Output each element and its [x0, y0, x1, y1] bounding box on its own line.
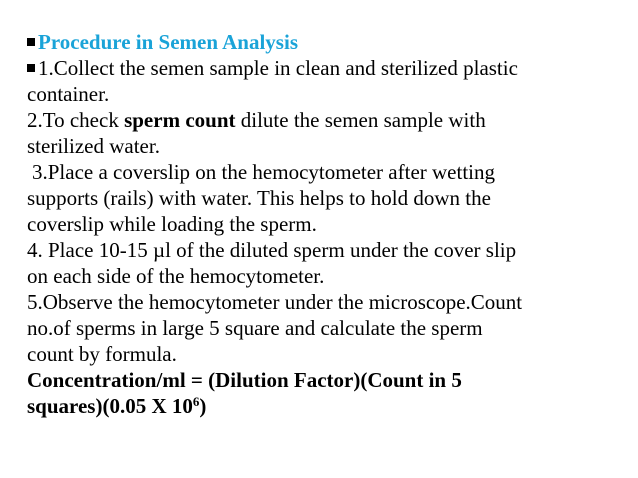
step-4-line-2: on each side of the hemocytometer.: [27, 264, 325, 288]
step-1-line-1: [27, 55, 627, 81]
step-1-line-2: container.: [27, 82, 110, 106]
step-3-line-3: coverslip while loading the sperm.: [27, 212, 317, 236]
sperm-count-emphasis: sperm count: [124, 108, 236, 132]
step-3-line-1: 3.Place a coverslip on the hemocytometer after wetting: [32, 160, 495, 184]
formula-line-1: Concentration/ml = (Dilution Factor)(Count in 5: [27, 368, 462, 392]
step-2-text-start: 2.To check: [27, 108, 125, 132]
square-bullet-icon: [27, 64, 35, 72]
step-3-line-2: supports (rails) with water. This helps to hold down the: [27, 186, 491, 210]
step-2-line-2: sterilized water.: [27, 134, 160, 158]
step-5-line-3: count by formula.: [27, 342, 177, 366]
formula-text-end: ): [199, 394, 207, 418]
step-2-text-end: dilute the semen sample with: [235, 108, 486, 132]
formula-text-start: squares)(0.05 X 10: [27, 394, 193, 418]
slide-content: [27, 29, 627, 419]
step-5-line-1: 5.Observe the hemocytometer under the microscope.Count: [27, 290, 523, 314]
formula-line-2: [27, 393, 627, 419]
step-1-text: 1.Collect the semen sample in clean and sterilized plastic: [38, 56, 518, 80]
step-5-line-2: no.of sperms in large 5 square and calculate the sperm: [27, 316, 483, 340]
square-bullet-icon: [27, 38, 35, 46]
step-4-line-1: 4. Place 10-15 µl of the diluted sperm under the cover slip: [27, 238, 517, 262]
slide-title-label: Procedure in Semen Analysis: [38, 30, 298, 54]
slide-title: [27, 29, 627, 55]
formula-exponent: 6: [192, 394, 200, 409]
step-2-line-1: [27, 107, 627, 133]
